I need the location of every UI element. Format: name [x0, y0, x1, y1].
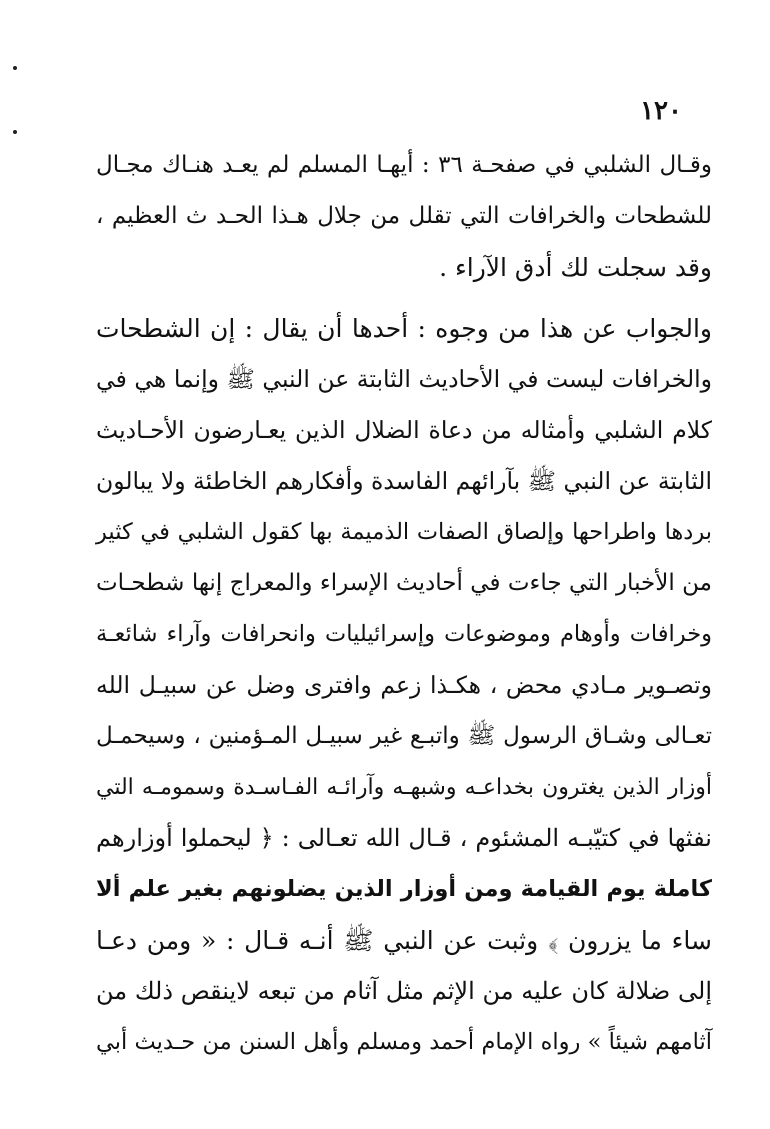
text-line: نفثها في كتيّبـه المشئوم ، قـال الله تعـالى : ﴿ ليحملوا أوزارهم	[96, 824, 712, 852]
text-line: آثامهم شيئاً » رواه الإمام أحمد ومسلم وأهل السنن من حـديث أبي	[96, 1029, 712, 1055]
text-line: وخرافات وأوهام وموضوعات وإسرائيليات وانحرافات وآراء شائعـة	[96, 621, 712, 647]
text-line: كلام الشلبي وأمثاله من دعاة الضلال الذين يعـارضون الأحـاديث	[96, 416, 712, 444]
text-line: إلى ضلالة كان عليه من الإثم مثل آثام من تبعه لاينقص ذلك من	[96, 977, 712, 1005]
text-line: والخرافات ليست في الأحاديث الثابتة عن النبي ﷺ وإنما هي في	[96, 365, 712, 393]
paragraph-1	[96, 140, 712, 293]
text-line: وقد سجلت لك أدق الآراء .	[439, 253, 712, 282]
text-line: أوزار الذين يغترون بخداعـه وشبهـه وآرائـه الفـاسـدة وسمومـه التي	[96, 775, 712, 800]
text-line: من الأخبار التي جاءت في أحاديث الإسراء والمعراج إنها شطحـات	[96, 570, 712, 596]
paragraph-2	[96, 303, 712, 1068]
text-line: والجواب عن هذا من وجوه : أحدها أن يقال : إن الشطحات	[96, 314, 712, 343]
text-line: وقـال الشلبي في صفحـة ٣٦ : أيهـا المسلم لم يعـد هنـاك مجـال	[96, 152, 712, 178]
text-line: الثابتة عن النبي ﷺ بآرائهم الفاسدة وأفكارهم الخاطئة ولا يبالون	[96, 467, 712, 495]
text-line: للشطحات والخرافات التي تقلل من جلال هـذا الحـد ث العظيم ،	[96, 203, 712, 229]
page-number: ١٢٠	[640, 96, 682, 126]
quran-verse-line: كاملة يوم القيامة ومن أوزار الذين يضلونهم بغير علم ألا	[96, 876, 712, 902]
text-line: تعـالى وشـاق الرسول ﷺ واتبـع غير سبيـل المـؤمنين ، وسيحمـل	[96, 723, 712, 749]
body-text	[96, 140, 712, 1068]
text-line: ساء ما يزرون ﴾ وثبت عن النبي ﷺ أنـه قـال : « ومن دعـا	[96, 926, 712, 955]
margin-mark	[13, 66, 17, 70]
text-line: بردها واطراحها وإلصاق الصفات الذميمة بها كقول الشلبي في كثير	[96, 519, 712, 545]
margin-mark	[13, 130, 17, 134]
text-line: وتصـوير مـادي محض ، هكـذا زعم وافترى وضل عن سبيـل الله	[96, 671, 712, 699]
